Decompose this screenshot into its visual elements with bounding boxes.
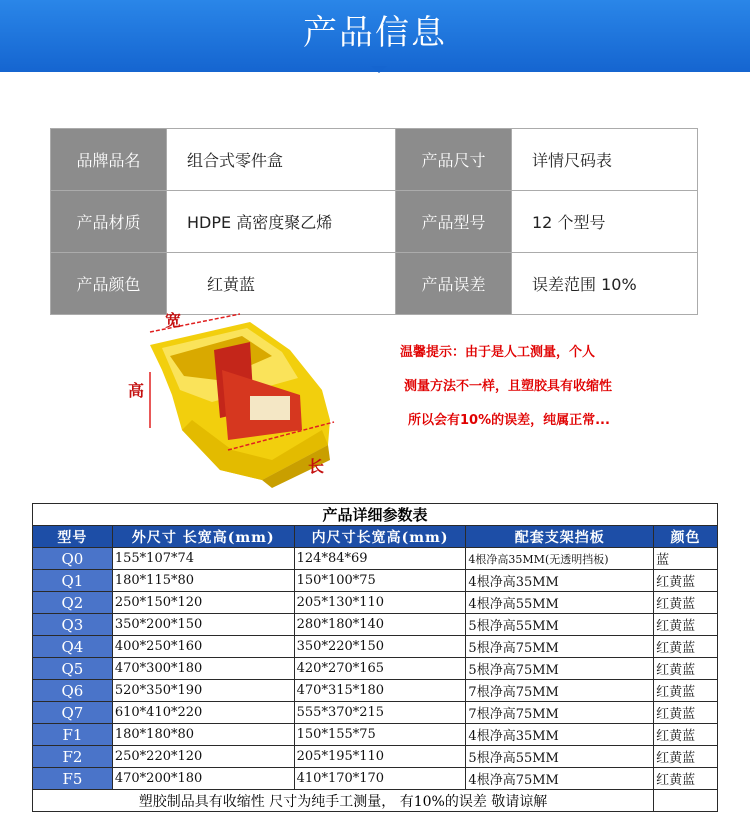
outer-size-cell: 610*410*220 bbox=[112, 702, 294, 724]
width-label: 宽 bbox=[165, 311, 182, 330]
outer-size-cell: 350*200*150 bbox=[112, 614, 294, 636]
info-label: 产品误差 bbox=[396, 253, 512, 315]
inner-size-cell: 410*170*170 bbox=[294, 768, 466, 790]
model-cell: F1 bbox=[33, 724, 113, 746]
inner-size-cell: 124*84*69 bbox=[294, 548, 466, 570]
outer-size-cell: 470*200*180 bbox=[112, 768, 294, 790]
spec-header-row bbox=[33, 526, 718, 548]
table-row bbox=[33, 724, 718, 746]
outer-size-cell: 250*220*120 bbox=[112, 746, 294, 768]
info-value: 12 个型号 bbox=[512, 191, 698, 253]
info-value: 组合式零件盒 bbox=[167, 129, 396, 191]
model-cell: Q0 bbox=[33, 548, 113, 570]
bracket-cell: 4根净高35MM bbox=[466, 724, 654, 746]
info-label: 产品材质 bbox=[51, 191, 167, 253]
color-cell: 红黄蓝 bbox=[654, 614, 718, 636]
spec-footer-note: 塑胶制品具有收缩性 尺寸为纯手工测量， 有10%的误差 敬请谅解 bbox=[33, 790, 654, 812]
model-cell: Q4 bbox=[33, 636, 113, 658]
color-cell: 红黄蓝 bbox=[654, 724, 718, 746]
inner-size-cell: 150*155*75 bbox=[294, 724, 466, 746]
table-row bbox=[33, 592, 718, 614]
color-cell: 红黄蓝 bbox=[654, 702, 718, 724]
column-header: 型号 bbox=[33, 526, 113, 548]
table-row bbox=[33, 768, 718, 790]
inner-size-cell: 420*270*165 bbox=[294, 658, 466, 680]
title-banner bbox=[0, 0, 750, 72]
tip-line: 温馨提示：由于是人工测量，个人 bbox=[400, 345, 596, 360]
model-cell: Q3 bbox=[33, 614, 113, 636]
outer-size-cell: 520*350*190 bbox=[112, 680, 294, 702]
model-cell: Q7 bbox=[33, 702, 113, 724]
info-value: 红黄蓝 bbox=[167, 253, 396, 315]
spec-table-title: 产品详细参数表 bbox=[33, 504, 718, 526]
tips-note bbox=[400, 342, 650, 444]
column-header: 外尺寸 长宽高(mm) bbox=[112, 526, 294, 548]
outer-size-cell: 180*115*80 bbox=[112, 570, 294, 592]
column-header: 配套支架挡板 bbox=[466, 526, 654, 548]
inner-size-cell: 150*100*75 bbox=[294, 570, 466, 592]
spec-title-row bbox=[33, 504, 718, 526]
color-cell: 红黄蓝 bbox=[654, 768, 718, 790]
info-row bbox=[51, 253, 698, 315]
table-row bbox=[33, 570, 718, 592]
outer-size-cell: 180*180*80 bbox=[112, 724, 294, 746]
table-row bbox=[33, 680, 718, 702]
table-row bbox=[33, 548, 718, 570]
model-cell: Q1 bbox=[33, 570, 113, 592]
color-cell: 红黄蓝 bbox=[654, 746, 718, 768]
column-header: 内尺寸长宽高(mm) bbox=[294, 526, 466, 548]
inner-size-cell: 350*220*150 bbox=[294, 636, 466, 658]
product-info-table bbox=[50, 128, 698, 315]
bracket-cell: 4根净高35MM bbox=[466, 570, 654, 592]
color-cell: 红黄蓝 bbox=[654, 592, 718, 614]
outer-size-cell: 155*107*74 bbox=[112, 548, 294, 570]
info-value: HDPE 高密度聚乙烯 bbox=[167, 191, 396, 253]
info-label: 产品型号 bbox=[396, 191, 512, 253]
spec-footer-row bbox=[33, 790, 718, 812]
model-cell: Q6 bbox=[33, 680, 113, 702]
spec-table-body bbox=[33, 548, 718, 790]
color-cell: 红黄蓝 bbox=[654, 658, 718, 680]
outer-size-cell: 470*300*180 bbox=[112, 658, 294, 680]
spec-footer-blank bbox=[654, 790, 718, 812]
model-cell: Q5 bbox=[33, 658, 113, 680]
bracket-cell: 5根净高75MM bbox=[466, 636, 654, 658]
inner-size-cell: 205*130*110 bbox=[294, 592, 466, 614]
info-label: 产品尺寸 bbox=[396, 129, 512, 191]
info-value: 误差范围 10% bbox=[512, 253, 698, 315]
model-cell: F2 bbox=[33, 746, 113, 768]
table-row bbox=[33, 746, 718, 768]
info-row bbox=[51, 129, 698, 191]
spec-table bbox=[32, 503, 718, 812]
outer-size-cell: 400*250*160 bbox=[112, 636, 294, 658]
tip-line: 所以会有10%的误差，纯属正常... bbox=[408, 413, 610, 428]
info-label: 品牌品名 bbox=[51, 129, 167, 191]
info-label: 产品颜色 bbox=[51, 253, 167, 315]
tip-line: 测量方法不一样，且塑胶具有收缩性 bbox=[404, 379, 613, 394]
color-cell: 蓝 bbox=[654, 548, 718, 570]
color-cell: 红黄蓝 bbox=[654, 636, 718, 658]
bracket-cell: 7根净高75MM bbox=[466, 680, 654, 702]
bracket-cell: 5根净高55MM bbox=[466, 614, 654, 636]
inner-size-cell: 280*180*140 bbox=[294, 614, 466, 636]
table-row bbox=[33, 636, 718, 658]
parts-bin-image bbox=[150, 322, 330, 488]
length-label: 长 bbox=[308, 457, 325, 476]
height-label: 高 bbox=[128, 381, 145, 400]
bracket-cell: 4根净高75MM bbox=[466, 768, 654, 790]
model-cell: Q2 bbox=[33, 592, 113, 614]
info-value: 详情尺码表 bbox=[512, 129, 698, 191]
banner-pointer bbox=[371, 66, 387, 73]
bin-dimension-diagram bbox=[122, 310, 362, 488]
bracket-cell: 7根净高75MM bbox=[466, 702, 654, 724]
inner-size-cell: 470*315*180 bbox=[294, 680, 466, 702]
inner-size-cell: 555*370*215 bbox=[294, 702, 466, 724]
outer-size-cell: 250*150*120 bbox=[112, 592, 294, 614]
table-row bbox=[33, 614, 718, 636]
info-row bbox=[51, 191, 698, 253]
table-row bbox=[33, 658, 718, 680]
model-cell: F5 bbox=[33, 768, 113, 790]
inner-size-cell: 205*195*110 bbox=[294, 746, 466, 768]
bracket-cell: 4根净高35MM(无透明挡板) bbox=[466, 548, 654, 570]
color-cell: 红黄蓝 bbox=[654, 680, 718, 702]
bracket-cell: 5根净高55MM bbox=[466, 746, 654, 768]
column-header: 颜色 bbox=[654, 526, 718, 548]
bracket-cell: 5根净高75MM bbox=[466, 658, 654, 680]
bracket-cell: 4根净高55MM bbox=[466, 592, 654, 614]
page-title: 产品信息 bbox=[303, 13, 447, 53]
table-row bbox=[33, 702, 718, 724]
color-cell: 红黄蓝 bbox=[654, 570, 718, 592]
